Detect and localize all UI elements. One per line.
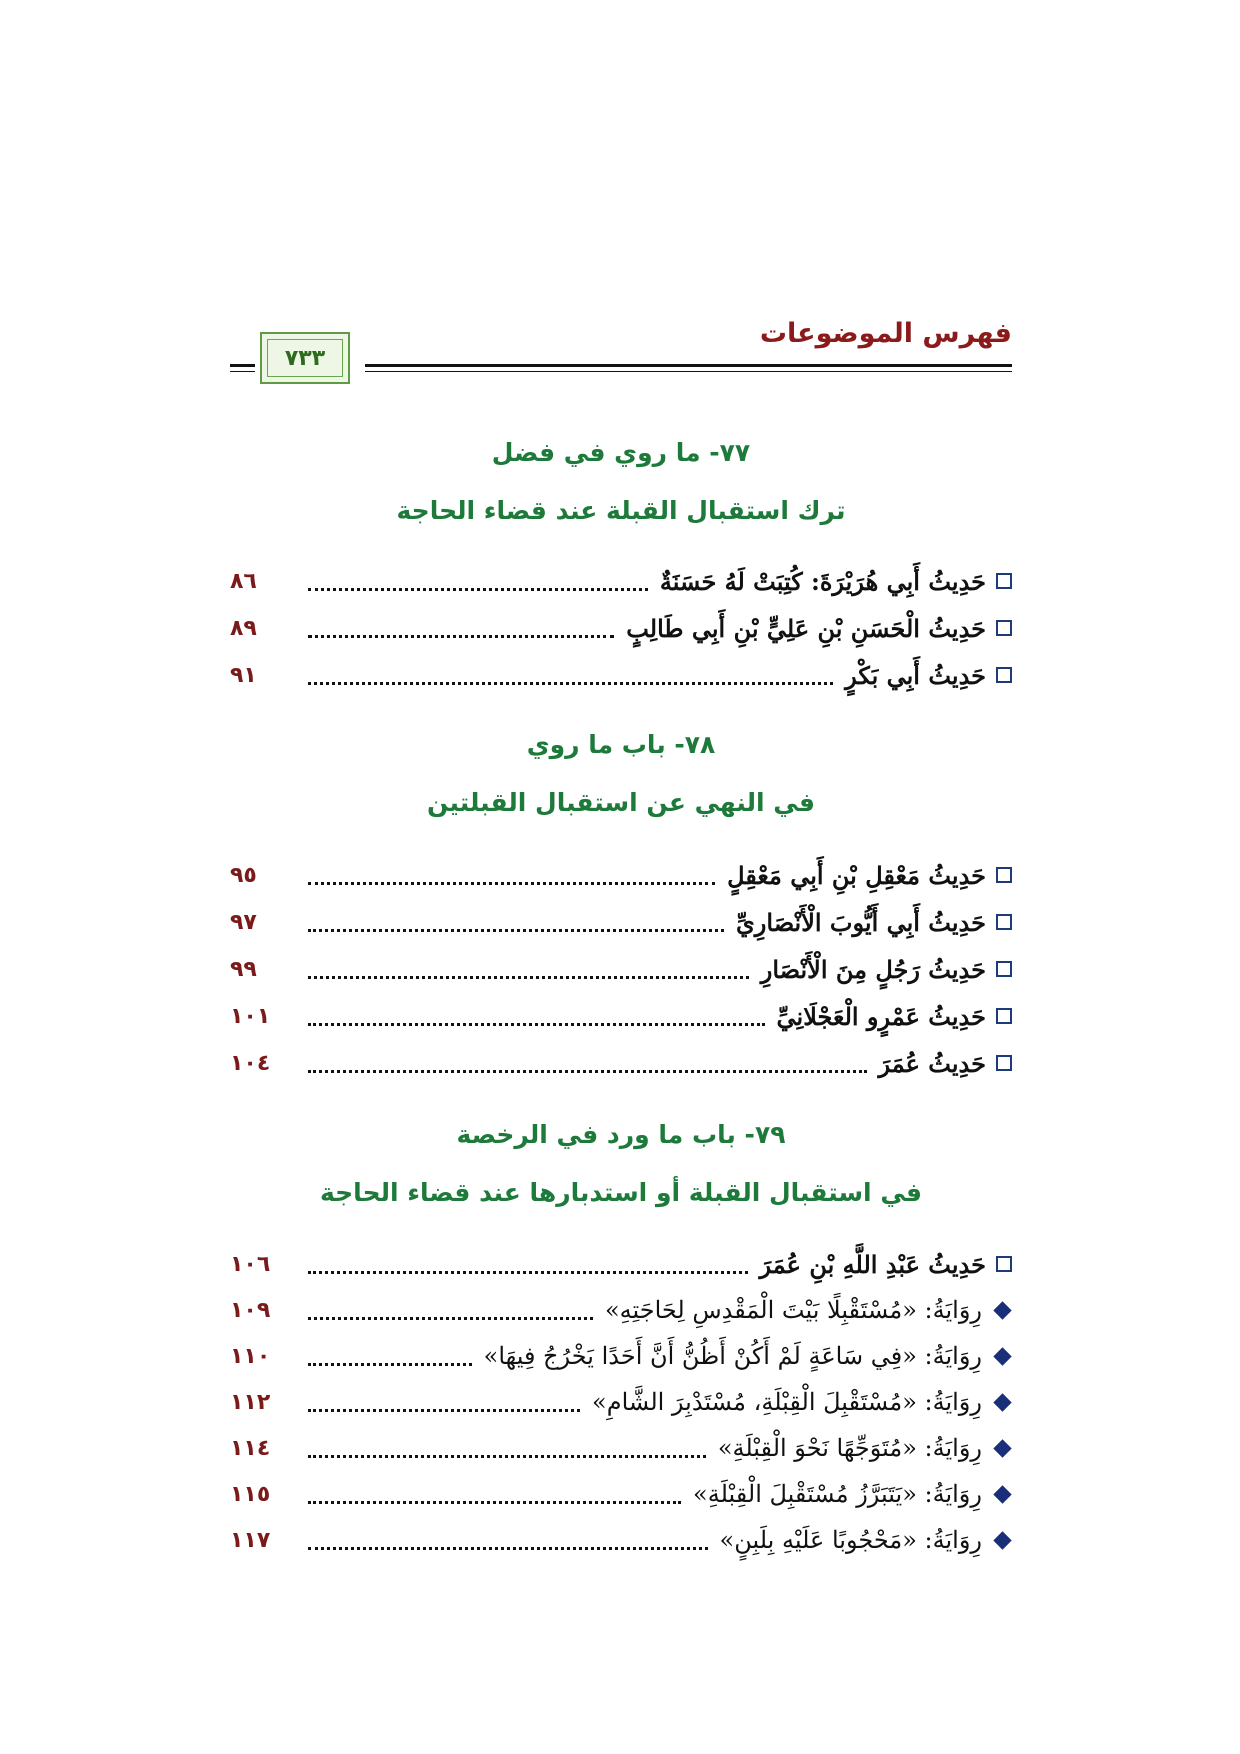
entry-page: ١٠٦	[230, 1251, 271, 1277]
entry-page: ٨٩	[230, 615, 257, 641]
toc-sub-entry[interactable]	[230, 1428, 1012, 1468]
toc-sub-entry[interactable]	[230, 1382, 1012, 1422]
section-78-title-line1: ٧٨- باب ما روي	[526, 730, 716, 759]
diamond-bullet-icon	[993, 1531, 1011, 1549]
diamond-bullet-icon	[993, 1301, 1011, 1319]
entry-page: ١١٧	[230, 1527, 271, 1553]
header-title: فهرس الموضوعات	[759, 318, 1012, 349]
dot-leader	[308, 929, 724, 932]
square-bullet-icon	[996, 620, 1012, 636]
entry-title: حَدِيثُ أَبِي هُرَيْرَةَ: كُتِبَتْ لَهُ حَسَنَةٌ	[659, 566, 986, 596]
dot-leader	[308, 1070, 867, 1073]
square-bullet-icon	[996, 667, 1012, 683]
diamond-bullet-icon	[993, 1439, 1011, 1457]
dot-leader	[308, 635, 614, 638]
header-rule-left	[230, 364, 255, 367]
dot-leader	[308, 882, 715, 885]
dot-leader	[308, 1409, 580, 1412]
entry-title: حَدِيثُ رَجُلٍ مِنَ الْأَنْصَارِ	[760, 954, 986, 984]
entry-page: ١٠١	[230, 1003, 271, 1029]
section-77-title-line2: ترك استقبال القبلة عند قضاء الحاجة	[396, 496, 846, 525]
entry-title: حَدِيثُ مَعْقِلِ بْنِ أَبِي مَعْقِلٍ	[727, 860, 986, 890]
section-77-title-line1: ٧٧- ما روي في فضل	[491, 438, 751, 467]
square-bullet-icon	[996, 1008, 1012, 1024]
entry-page: ٩٧	[230, 909, 257, 935]
square-bullet-icon	[996, 1055, 1012, 1071]
entry-page: ٩٥	[230, 862, 257, 888]
dot-leader	[308, 1363, 472, 1366]
header-rule-right	[365, 364, 1012, 367]
dot-leader	[308, 682, 833, 685]
dot-leader	[308, 1455, 706, 1458]
square-bullet-icon	[996, 1256, 1012, 1272]
entry-page: ١١٢	[230, 1389, 271, 1415]
toc-entry[interactable]	[230, 1043, 1012, 1083]
section-79-title-line1: ٧٩- باب ما ورد في الرخصة	[456, 1120, 786, 1149]
section-78-title-line2: في النهي عن استقبال القبلتين	[427, 788, 815, 817]
toc-entry[interactable]	[230, 949, 1012, 989]
dot-leader	[308, 1317, 593, 1320]
toc-entry[interactable]	[230, 608, 1012, 648]
entry-title: حَدِيثُ عَمْرٍو الْعَجْلَانِيِّ	[776, 1001, 986, 1031]
page-number-badge	[260, 332, 350, 384]
toc-sub-entry[interactable]	[230, 1290, 1012, 1330]
page-number: ٧٣٣	[284, 345, 326, 371]
entry-title: رِوَايَةُ: «مَحْجُوبًا عَلَيْهِ بِلَبِنٍ»	[719, 1526, 982, 1554]
entry-page: ١٠٩	[230, 1297, 271, 1323]
header-rule-left-thin	[230, 371, 255, 372]
section-79-title-line2: في استقبال القبلة أو استدبارها عند قضاء الحاجة	[320, 1178, 922, 1207]
entry-page: ١١٥	[230, 1481, 271, 1507]
dot-leader	[308, 976, 749, 979]
toc-sub-entry[interactable]	[230, 1336, 1012, 1376]
entry-title: رِوَايَةُ: «فِي سَاعَةٍ لَمْ أَكُنْ أَظُنُّ أَنَّ أَحَدًا يَخْرُجُ فِيهَا»	[483, 1342, 982, 1370]
toc-entry[interactable]	[230, 902, 1012, 942]
entry-title: رِوَايَةُ: «يَتَبَرَّزُ مُسْتَقْبِلَ الْقِبْلَةِ»	[693, 1480, 982, 1508]
square-bullet-icon	[996, 961, 1012, 977]
running-header	[230, 318, 1012, 388]
entry-title: حَدِيثُ الْحَسَنِ بْنِ عَلِيٍّ بْنِ أَبِي طَالِبٍ	[626, 613, 986, 643]
entry-page: ١١٠	[230, 1343, 271, 1369]
entry-title: رِوَايَةُ: «مُتَوَجِّهًا نَحْوَ الْقِبْلَةِ»	[717, 1434, 982, 1462]
header-rule-right-thin	[365, 371, 1012, 372]
dot-leader	[308, 588, 648, 591]
entry-title: حَدِيثُ عُمَرَ	[878, 1048, 986, 1078]
toc-entry[interactable]	[230, 1244, 1012, 1284]
toc-entry[interactable]	[230, 561, 1012, 601]
toc-entry[interactable]	[230, 855, 1012, 895]
toc-sub-entry[interactable]	[230, 1520, 1012, 1560]
entry-title: رِوَايَةُ: «مُسْتَقْبِلًا بَيْتَ الْمَقْدِسِ لِحَاجَتِهِ»	[604, 1296, 982, 1324]
entry-page: ١٠٤	[230, 1050, 271, 1076]
entry-title: حَدِيثُ أَبِي بَكْرٍ	[845, 660, 986, 690]
square-bullet-icon	[996, 914, 1012, 930]
dot-leader	[308, 1547, 708, 1550]
entry-title: حَدِيثُ عَبْدِ اللَّهِ بْنِ عُمَرَ	[759, 1249, 986, 1279]
square-bullet-icon	[996, 573, 1012, 589]
entry-page: ٩١	[230, 662, 257, 688]
square-bullet-icon	[996, 867, 1012, 883]
diamond-bullet-icon	[993, 1485, 1011, 1503]
entry-page: ٨٦	[230, 568, 257, 594]
toc-entry[interactable]	[230, 996, 1012, 1036]
dot-leader	[308, 1501, 681, 1504]
dot-leader	[308, 1023, 765, 1026]
entry-page: ١١٤	[230, 1435, 271, 1461]
entry-title: حَدِيثُ أَبِي أَيُّوبَ الْأَنْصَارِيِّ	[736, 907, 986, 937]
toc-sub-entry[interactable]	[230, 1474, 1012, 1514]
diamond-bullet-icon	[993, 1347, 1011, 1365]
entry-page: ٩٩	[230, 956, 257, 982]
toc-entry[interactable]	[230, 655, 1012, 695]
dot-leader	[308, 1271, 748, 1274]
entry-title: رِوَايَةُ: «مُسْتَقْبِلَ الْقِبْلَةِ، مُسْتَدْبِرَ الشَّامِ»	[592, 1388, 982, 1416]
diamond-bullet-icon	[993, 1393, 1011, 1411]
